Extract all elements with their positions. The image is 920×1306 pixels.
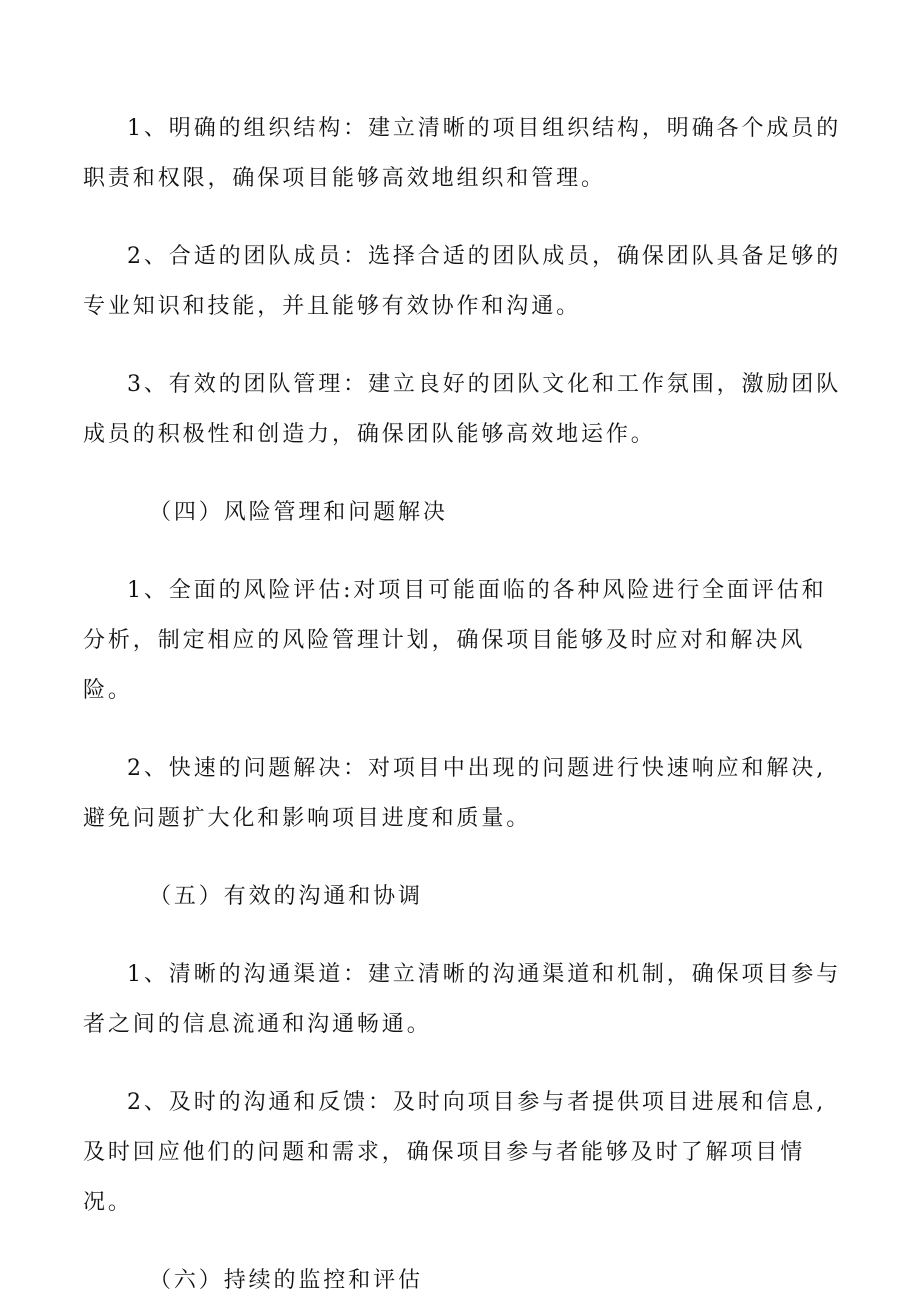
- paragraph-risk-assessment: 1、全面的风险评估:对项目可能面临的各种风险进行全面评估和分析，制定相应的风险管理计划，确保项目能够及时应对和解决风险。: [83, 578, 827, 703]
- section-heading-monitoring: （六）持续的监控和评估: [149, 1268, 423, 1293]
- section-heading-communication: （五）有效的沟通和协调: [149, 884, 423, 909]
- paragraph-communication-channels: 1、清晰的沟通渠道：建立清晰的沟通渠道和机制，确保项目参与者之间的信息流通和沟通畅通。: [83, 962, 842, 1037]
- paragraph-feedback: 2、及时的沟通和反馈：及时向项目参与者提供项目进展和信息,及时回应他们的问题和需求，确保项目参与者能够及时了解项目情况。: [83, 1090, 827, 1215]
- paragraph-org-structure: 1、明确的组织结构：建立清晰的项目组织结构，明确各个成员的职责和权限，确保项目能够高效地组织和管理。: [83, 116, 842, 191]
- paragraph-team-members: 2、合适的团队成员：选择合适的团队成员，确保团队具备足够的专业知识和技能，并且能够有效协作和沟通。: [83, 244, 842, 319]
- paragraph-team-management: 3、有效的团队管理：建立良好的团队文化和工作氛围，激励团队成员的积极性和创造力，确保团队能够高效地运作。: [83, 372, 842, 447]
- paragraph-problem-solving: 2、快速的问题解决：对项目中出现的问题进行快速响应和解决,避免问题扩大化和影响项目进度和质量。: [83, 756, 827, 831]
- section-heading-risk-management: （四）风险管理和问题解决: [149, 500, 448, 525]
- document-body: [83, 104, 843, 1306]
